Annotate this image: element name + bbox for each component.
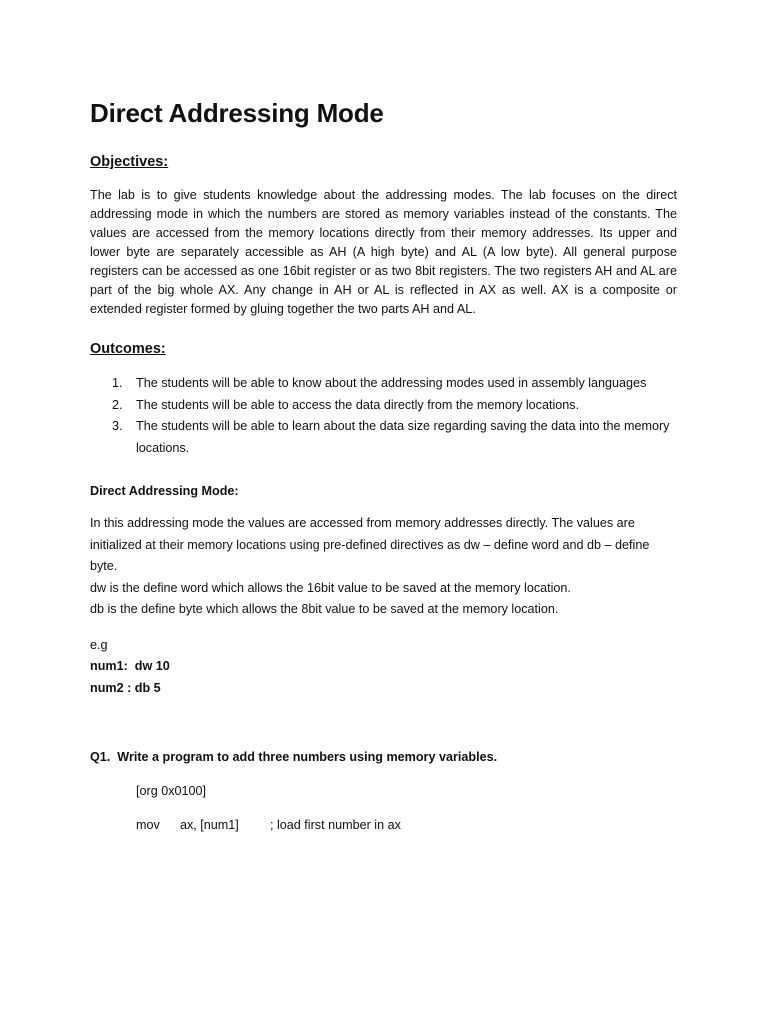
list-item: [90, 373, 677, 395]
list-item: [90, 416, 677, 459]
outcomes-list: [90, 373, 677, 459]
list-item: [90, 395, 677, 417]
example-block: [90, 635, 677, 700]
objectives-heading: Objectives:: [90, 154, 169, 170]
document-content: [90, 96, 677, 849]
direct-mode-intro: In this addressing mode the values are accessed from memory addresses directly. The values are initialized at their memory locations using pre-defined directives as dw – define word and db – define byte.: [90, 516, 650, 573]
code-line-mov: [90, 815, 677, 835]
example-line-num1: num1: dw 10: [90, 659, 170, 673]
code-comment: ; load first number in ax: [270, 818, 401, 832]
list-item-text: The students will be able to learn about the data size regarding saving the data into the memory locations.: [136, 419, 670, 455]
list-item-text: The students will be able to know about the addressing modes used in assembly languages: [136, 376, 647, 390]
list-item-number: 2.: [112, 397, 123, 412]
example-label: e.g: [90, 637, 108, 652]
list-item-number: 1.: [112, 376, 123, 390]
outcomes-heading: Outcomes:: [90, 341, 166, 357]
db-description: db is the define byte which allows the 8bit value to be saved at the memory location.: [90, 602, 559, 616]
code-line-org: [org 0x0100]: [136, 784, 207, 798]
code-operands: ax, [num1]: [180, 818, 239, 832]
list-item-number: 3.: [112, 419, 123, 433]
list-item-text: The students will be able to access the data directly from the memory locations.: [136, 397, 580, 412]
dw-description: dw is the define word which allows the 16bit value to be saved at the memory location.: [90, 580, 571, 595]
direct-mode-heading: Direct Addressing Mode:: [90, 484, 239, 498]
code-opcode: mov: [136, 818, 160, 832]
direct-mode-body: [90, 513, 677, 621]
objectives-paragraph: The lab is to give students knowledge about the addressing modes. The lab focuses on the direct addressing mode in which the numbers are stored as memory variables instead of the constants. The values are accessed from the memory locations directly from their memory addresses. Its upper and lower byte are separately accessible as AH (A high byte) and AL (A low byte). All general purpose registers can be accessed as one 16bit register or as two 8bit registers. The two registers AH and AL are part of the big whole AX. Any change in AH or AL is reflected in AX as well. AX is a composite or extended register formed by gluing together the two parts AH and AL.: [90, 188, 677, 316]
question-heading: Q1. Write a program to add three numbers using memory variables.: [90, 750, 498, 764]
page-title: Direct Addressing Mode: [90, 98, 384, 128]
example-line-num2: num2 : db 5: [90, 680, 161, 695]
